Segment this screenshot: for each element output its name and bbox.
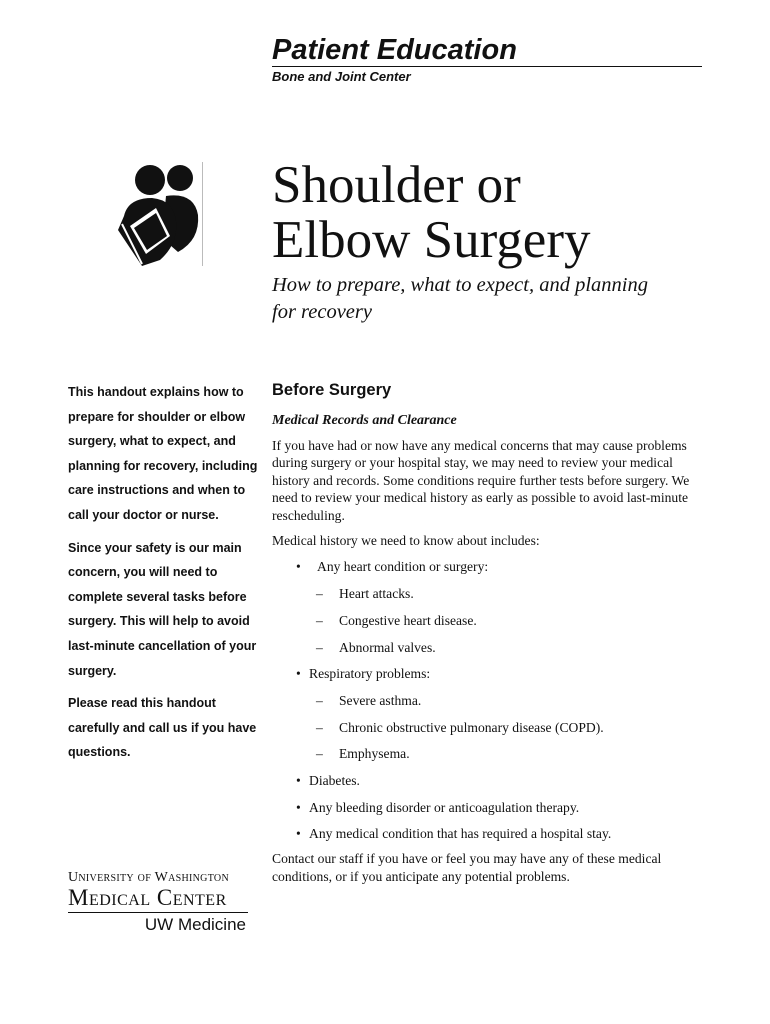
patient-education-title: Patient Education: [272, 34, 517, 66]
title-line-1: Shoulder or: [272, 156, 521, 214]
sidebar-paragraph: Please read this handout carefully and call us if you have questions.: [68, 696, 257, 760]
list-item: • Any bleeding disorder or anticoagulation therapy.: [272, 795, 692, 822]
subsection-title: Medical Records and Clearance: [272, 413, 457, 428]
logo-divider: [202, 162, 203, 266]
list-subitem: – Congestive heart disease.: [272, 608, 692, 635]
list-subitem: – Abnormal valves.: [272, 635, 692, 662]
title-line-2: Elbow Surgery: [272, 211, 591, 269]
header: [272, 34, 702, 84]
list-subitem: – Chronic obstructive pulmonary disease (COPD).: [272, 715, 692, 742]
department-name: Bone and Joint Center: [272, 69, 411, 84]
uw-medical-center-logo: [68, 870, 248, 935]
subtitle-line-2: for recovery: [272, 301, 372, 323]
logo-line-uw-medicine: UW Medicine: [144, 915, 246, 934]
medical-history-list: [272, 554, 692, 848]
sidebar-paragraph: This handout explains how to prepare for shoulder or elbow surgery, what to expect, and planning for recovery, including care instructions and when to call your doctor or nurse.: [68, 385, 258, 522]
list-item: • Any heart condition or surgery:: [272, 554, 692, 581]
sidebar-paragraph: Since your safety is our main concern, you will need to complete several tasks before surgery. This will help to avoid last-minute cancellation of your surgery.: [68, 540, 257, 678]
list-subitem: – Heart attacks.: [272, 581, 692, 608]
list-subitem: – Emphysema.: [272, 741, 692, 768]
document-title: [272, 158, 590, 268]
section-title: Before Surgery: [272, 381, 392, 399]
document-subtitle: [272, 272, 712, 326]
logo-rule: [68, 912, 248, 913]
sidebar-summary: [68, 380, 258, 773]
history-intro: Medical history we need to know about includes:: [272, 533, 540, 549]
list-item: • Diabetes.: [272, 768, 692, 795]
intro-paragraph: If you have had or now have any medical concerns that may cause problems during surgery or your hospital stay, we may need to review your medical history and records. Some conditions require further tests before surgery. We need to review your medical history as early as possible to avoid last-minute rescheduling.: [272, 438, 690, 523]
list-subitem: – Severe asthma.: [272, 688, 692, 715]
main-content: [272, 378, 692, 885]
logo-line-medical-center: Medical Center: [68, 885, 227, 910]
list-item: • Respiratory problems:: [272, 661, 692, 688]
patient-family-icon: [112, 160, 204, 268]
logo-line-university: University of Washington: [68, 870, 229, 885]
subtitle-line-1: How to prepare, what to expect, and planning: [272, 274, 648, 296]
header-rule: [272, 66, 702, 67]
list-item: • Any medical condition that has required a hospital stay.: [272, 821, 692, 848]
closing-paragraph: Contact our staff if you have or feel you may have any of these medical conditions, or if you anticipate any potential problems.: [272, 851, 662, 884]
